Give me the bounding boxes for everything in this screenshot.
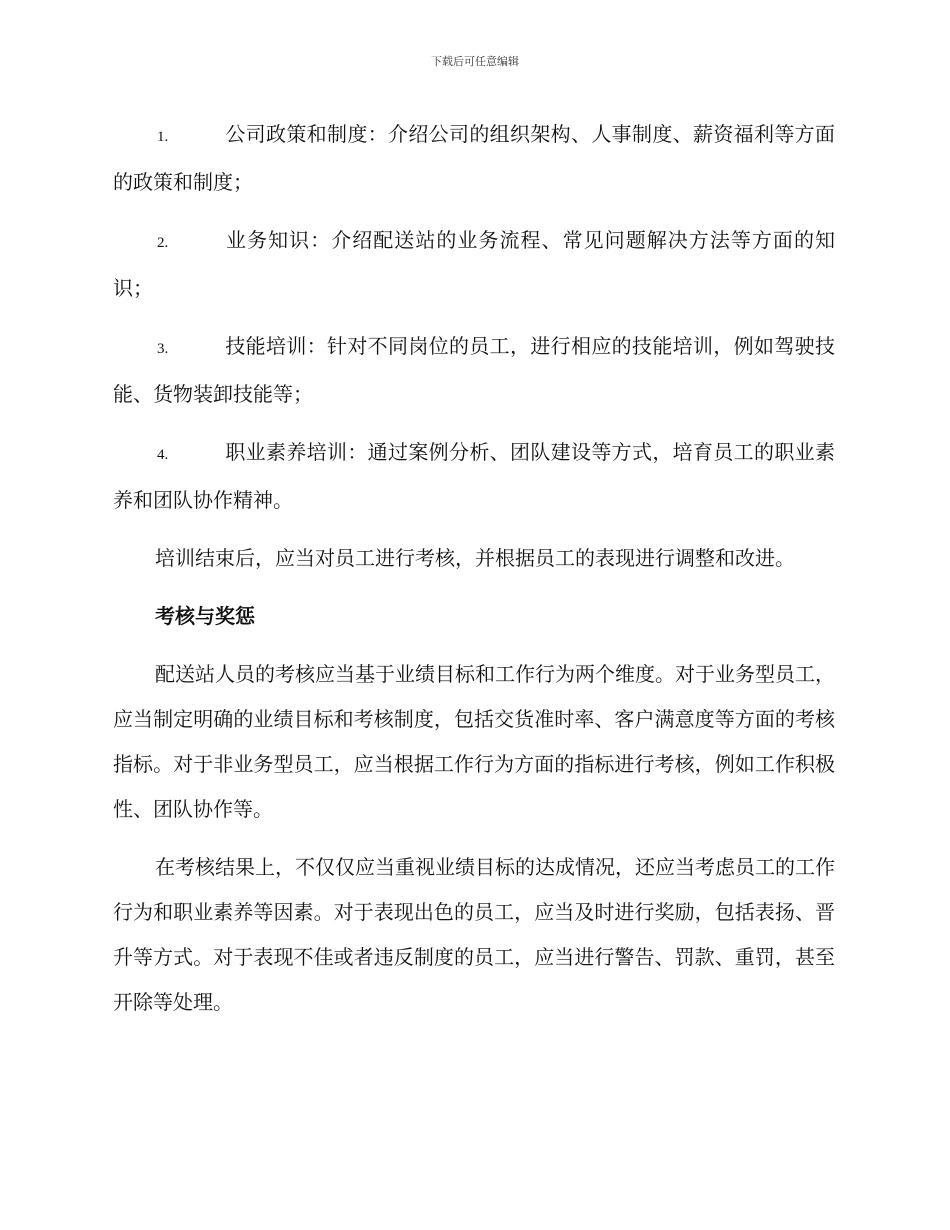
list-item bbox=[113, 324, 835, 417]
list-text: 业务知识：介绍配送站的业务流程、常见问题解决方法等方面的知识； bbox=[113, 228, 835, 300]
list-text: 职业素养培训：通过案例分析、团队建设等方式，培育员工的职业素养和团队协作精神。 bbox=[113, 440, 835, 512]
document-body bbox=[113, 112, 835, 1038]
list-text: 公司政策和制度：介绍公司的组织架构、人事制度、薪资福利等方面的政策和制度； bbox=[113, 122, 835, 194]
list-number: 2. bbox=[157, 235, 169, 251]
list-number: 4. bbox=[157, 447, 169, 463]
list-text: 技能培训：针对不同岗位的员工，进行相应的技能培训，例如驾驶技能、货物装卸技能等； bbox=[113, 334, 835, 406]
list-item bbox=[113, 218, 835, 311]
paragraph-training-end: 培训结束后，应当对员工进行考核，并根据员工的表现进行调整和改进。 bbox=[155, 546, 795, 570]
paragraph: 配送站人员的考核应当基于业绩目标和工作行为两个维度。对于业务型员工，应当制定明确的业绩目标和考核制度，包括交货准时率、客户满意度等方面的考核指标。对于非业务型员工，应当根据工作行为方面的指标进行考核，例如工作积极性、团队协作等。 bbox=[113, 662, 835, 821]
paragraph: 在考核结果上，不仅仅应当重视业绩目标的达成情况，还应当考虑员工的工作行为和职业素养等因素。对于表现出色的员工，应当及时进行奖励，包括表扬、晋升等方式。对于表现不佳或者违反制度的员工，应当进行警告、罚款、重罚，甚至开除等处理。 bbox=[113, 855, 835, 1014]
section-heading: 考核与奖惩 bbox=[155, 604, 255, 628]
page-header: 下载后可任意编辑 bbox=[431, 55, 519, 68]
list-number: 3. bbox=[157, 341, 169, 357]
list-item bbox=[113, 430, 835, 523]
list-number: 1. bbox=[157, 129, 169, 145]
list-item bbox=[113, 112, 835, 205]
